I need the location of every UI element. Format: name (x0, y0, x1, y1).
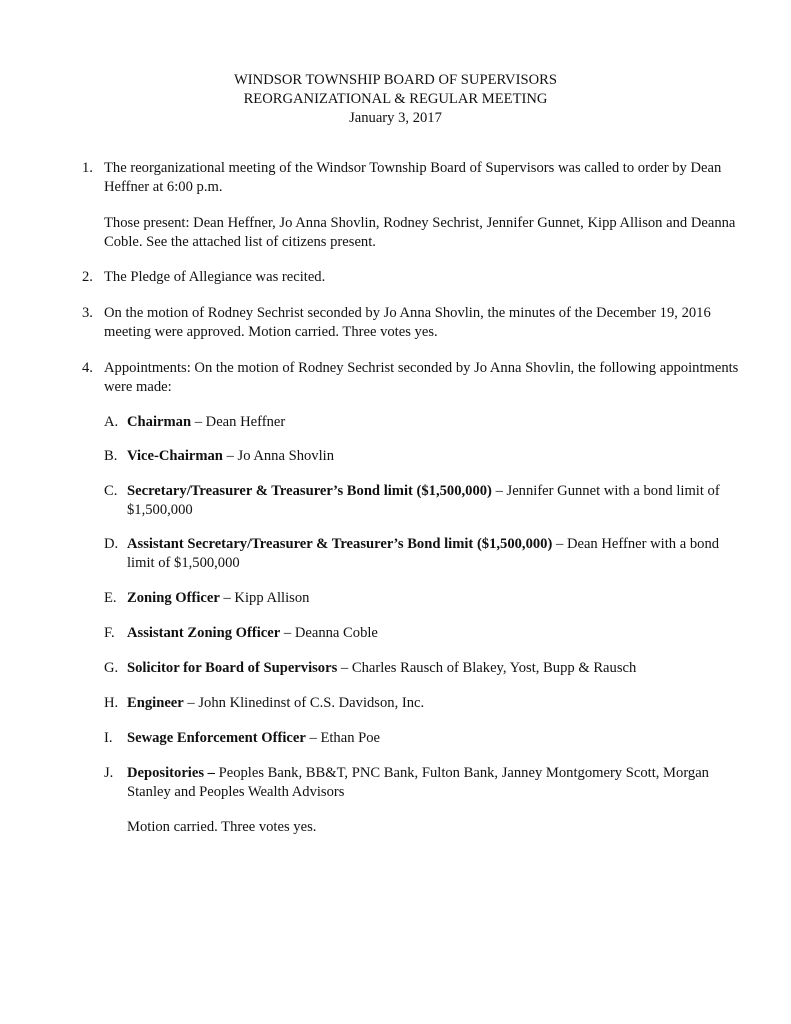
appointment-letter: B. (104, 448, 118, 464)
appointment-detail: – Charles Rausch of Blakey, Yost, Bupp & Rausch (337, 660, 637, 676)
appointment-title: Assistant Secretary/Treasurer & Treasurer’s Bond limit ($1,500,000) (127, 536, 553, 552)
item-number: 1. (82, 160, 93, 176)
appointment-detail: – Dean Heffner with a bond limit of $1,500,000 (127, 536, 720, 571)
appointment-title: Assistant Zoning Officer (127, 625, 281, 641)
appointment-letter: F. (104, 625, 115, 641)
header-date: January 3, 2017 (349, 110, 442, 126)
appointment-letter: H. (104, 695, 119, 711)
appointment-detail: Peoples Bank, BB&T, PNC Bank, Fulton Bank, Janney Montgomery Scott, Morgan Stanley and Peoples Wealth Advisors (127, 765, 709, 800)
document-header (0, 71, 791, 128)
appointment-letter: A. (104, 414, 119, 430)
item-number: 4. (82, 360, 93, 376)
item-number: 2. (82, 269, 93, 285)
attendance-paragraph: Those present: Dean Heffner, Jo Anna Shovlin, Rodney Sechrist, Jennifer Gunnet, Kipp Allison and Deanna Coble. See the attached list of citizens present. (104, 215, 736, 250)
closing-motion: Motion carried. Three votes yes. (127, 819, 317, 835)
appointment-detail: – Ethan Poe (305, 730, 381, 746)
header-title: WINDSOR TOWNSHIP BOARD OF SUPERVISORS (234, 72, 557, 88)
appointment-detail: – Jennifer Gunnet with a bond limit of $1,500,000 (127, 483, 720, 518)
appointment-detail: – Kipp Allison (219, 590, 310, 606)
appointment-title: Zoning Officer (127, 590, 220, 606)
appointment-detail: – Jo Anna Shovlin (222, 448, 335, 464)
appointment-title: Secretary/Treasurer & Treasurer’s Bond limit ($1,500,000) (127, 483, 492, 499)
appointment-letter: I. (104, 730, 113, 746)
appointment-title: Engineer (127, 695, 184, 711)
appointment-detail: – Deanna Coble (280, 625, 378, 641)
appointment-title: Solicitor for Board of Supervisors (127, 660, 338, 676)
item-text: The reorganizational meeting of the Windsor Township Board of Supervisors was called to order by Dean Heffner at 6:00 p.m. (104, 160, 722, 195)
item-text: The Pledge of Allegiance was recited. (104, 269, 326, 285)
item-number: 3. (82, 305, 93, 321)
item-text: On the motion of Rodney Sechrist seconded by Jo Anna Shovlin, the minutes of the December 19, 2016 meeting were approved. Motion carried. Three votes yes. (104, 305, 711, 340)
appointment-letter: E. (104, 590, 117, 606)
appointment-letter: J. (104, 765, 114, 781)
header-subtitle: REORGANIZATIONAL & REGULAR MEETING (243, 91, 548, 107)
appointment-detail: – John Klinedinst of C.S. Davidson, Inc. (183, 695, 425, 711)
appointment-detail: – Dean Heffner (191, 414, 286, 430)
appointment-title: Chairman (127, 414, 192, 430)
appointment-letter: C. (104, 483, 118, 499)
appointment-title: Sewage Enforcement Officer (127, 730, 306, 746)
appointment-letter: G. (104, 660, 119, 676)
appointment-letter: D. (104, 536, 119, 552)
appointment-title: Vice-Chairman (127, 448, 223, 464)
appointment-title: Depositories – (127, 765, 215, 781)
item-text: Appointments: On the motion of Rodney Sechrist seconded by Jo Anna Shovlin, the following appointments were made: (104, 360, 739, 395)
